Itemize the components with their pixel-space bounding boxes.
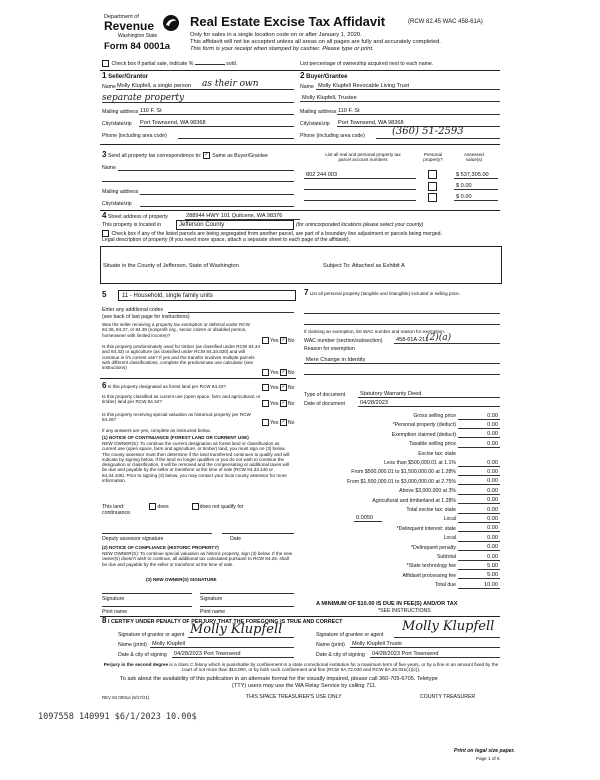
forest-yes-no: Yes ✓ No	[262, 384, 295, 391]
subtitle-1: Only for sales in a single location code on or after January 1, 2020.	[190, 32, 362, 38]
tax-row-value[interactable]: 5.00	[487, 572, 498, 579]
tax-row-value[interactable]: 0.00	[487, 459, 498, 466]
subject-to: Subject To: Attached as Exhibit A	[323, 263, 405, 269]
seller-city-label: City/state/zip	[102, 121, 132, 127]
tax-row-value[interactable]: 0.00	[487, 421, 498, 428]
tax-row-value[interactable]: 0.00	[487, 497, 498, 504]
tax-row-value[interactable]: 0.00	[487, 525, 498, 532]
tax-row-label: Affidavit processing fee	[402, 572, 456, 579]
tax-row-value[interactable]: 0.00	[487, 440, 498, 447]
tax-row-label: Agricultural and timberland at 1.28%	[372, 497, 456, 504]
assessed-value[interactable]: $ 0.00	[456, 194, 472, 200]
buyer-mail-label: Mailing address	[300, 109, 337, 115]
tax-row-label: Excise tax: state	[418, 450, 456, 457]
page-number: Page 1 of 6	[476, 756, 500, 761]
tax-row-value[interactable]: 0.00	[487, 478, 498, 485]
legal-description-field[interactable]	[100, 246, 502, 284]
parcel-header-2: Personal property?	[423, 152, 443, 163]
see-back-note: (see back of last page for instructions)	[102, 314, 190, 320]
subtitle-3: This form is your receipt when stamped by cashier. Please type or print.	[190, 46, 374, 52]
located-label: This property is located in	[102, 222, 162, 228]
reason-label: Reason for exemption	[304, 346, 355, 352]
tax-row-label: Subtotal	[436, 554, 456, 560]
parcel-header-1: List all real and personal property tax parcel account numbers	[325, 152, 401, 163]
tax-row-label: *Delinquent interest: state	[396, 525, 456, 532]
seller-name-handwritten-2: separate property	[102, 93, 185, 103]
exemption-yes-checkbox[interactable]	[262, 337, 269, 344]
seller-mail-label: Mailing address	[102, 109, 139, 115]
historic-question: Is this property receiving special valuation as historical property per RCW 84.26?	[102, 412, 251, 423]
buyer-city[interactable]: Port Townsend, WA 98368	[338, 120, 404, 126]
grantor-signature-label: Signature of grantor or agent	[118, 632, 185, 638]
owner-print-label: Print name	[102, 609, 128, 615]
exemption-reason[interactable]: Mere Change in Identity	[306, 357, 366, 363]
perjury-notice: Perjury in the second degree is a class C felony which is punishable by confinement in a state correctional institution for a maximum term of five years, or by a fine in an amount fixed by the court of not more than $10,000, or by both such confinement and fine (RCW 9A.72.030 and RCW 9A.20.021(1)(c)).	[103, 662, 499, 673]
subtitle-2: This affidavit will not be accepted unless all areas on all pages are fully and accurately completed.	[190, 39, 441, 45]
tax-row-label: Local	[443, 535, 456, 542]
unincorp-note: (for unincorporated locations please select your county)	[296, 222, 424, 228]
historic-yes-checkbox[interactable]	[262, 419, 269, 426]
buyer-name-2[interactable]: Molly Klupfell, Trustee	[302, 95, 357, 101]
tax-row-value[interactable]: 0.00	[487, 412, 498, 419]
historic-yes-no: Yes ✓ No	[262, 419, 295, 426]
continuance-body: NEW OWNER(S): To continue the current designation as forest land or classification as current use (open space, farm and agriculture, or timber) land, you must sign on (3) below. The county assessor must then determine if the land transferred continues to qualify and will indicate by signing below. If the land no longer qualifies or you do not wish to continue the designation or classification, it will be removed and the compensating or additional taxes will be due and payable by the seller or transferor at the time of sale (RCW 84.33.140 or 84.34.108). Prior to signing (3) below, you may contact your local county assessor for more information.	[102, 441, 290, 484]
sec3-mail-label: Mailing address	[102, 189, 139, 195]
parcel-number[interactable]: 802 244 003	[306, 172, 338, 178]
grantor-date[interactable]: 04/28/2023 Port Townsend	[174, 651, 241, 657]
tax-row-value[interactable]: 0.00	[487, 544, 498, 551]
seller-phone-label: Phone (including area code)	[102, 133, 167, 139]
state: Washington State	[118, 33, 158, 39]
minimum-note: A MINIMUM OF $10.00 IS DUE IN FEE(S) AND/OR TAX	[316, 601, 458, 607]
does-checkbox[interactable]	[149, 503, 156, 510]
revision: REV 84 0001a (9/17/21)	[102, 695, 150, 700]
current-use-yes-no: Yes ✓ No	[262, 400, 295, 407]
seller-name-handwritten-1: as their own	[202, 79, 259, 89]
segregated-row: Check box if any of the listed parcels are being segregated from another parcel, are part of a boundary line adjustment or parcels being merged.	[102, 230, 442, 237]
county-select[interactable]: Jefferson County	[176, 220, 294, 230]
treasurer-only: THIS SPACE TREASURER'S USE ONLY	[246, 694, 342, 700]
buyer-phone-label: Phone (including area code)	[300, 133, 365, 139]
owner-print-label: Print name	[200, 609, 226, 615]
street-address[interactable]: 288944 HWY 101 Quilcene, WA 98376	[186, 213, 283, 219]
tax-row-value[interactable]: 0.00	[487, 431, 498, 438]
wac-handwritten: (2)(a)	[426, 333, 452, 343]
logo-swirl-icon	[162, 14, 180, 32]
wac-number[interactable]: 458-61A-211	[396, 337, 428, 343]
buyer-name-1[interactable]: Molly Klupfell Revocable Living Trust	[318, 83, 410, 89]
tax-row-label: *Delinquent penalty	[411, 544, 456, 551]
exemption-no-checkbox[interactable]	[280, 337, 287, 344]
form-number: Form 84 0001a	[104, 41, 171, 52]
forest-no-checkbox[interactable]	[280, 384, 287, 391]
grantee-signature-label: Signature of grantee or agent	[316, 632, 384, 638]
additional-codes-label: Enter any additional codes	[102, 307, 164, 313]
section-3-row: 3 Send all property tax correspondence to: ✓ Same as Buyer/Grantee	[102, 152, 268, 159]
tax-row-label: Total due	[434, 582, 456, 589]
grantee-date[interactable]: 04/28/2023 Port Townsend	[372, 651, 439, 657]
tax-row-label: Above $3,000,000 at 3%	[399, 488, 456, 495]
recording-stamp: 1097558 140991 $6/1/2023 10.00$	[38, 712, 197, 722]
legal-paper-note: Print on legal size paper.	[454, 748, 515, 754]
buyer-mail[interactable]: 110 F. St	[338, 108, 360, 114]
assessed-value[interactable]: $ 0.00	[456, 183, 472, 189]
compliance-body: NEW OWNER(S): To continue special valuation as historic property, sign (3) below. If the new owner(s) doesn't wish to continue, all additional tax calculated pursuant to RCW 84.26, shall be due and payable by the seller or transferor at the time of sale.	[102, 551, 293, 567]
compliance-title: (2) NOTICE OF COMPLIANCE (HISTORIC PROPERTY)	[102, 545, 219, 550]
deputy-signature-label: Deputy assessor signature	[102, 536, 164, 542]
seller-city[interactable]: Port Townsend, WA 98368	[140, 120, 206, 126]
grantor-name[interactable]: Molly Klupfell	[152, 641, 185, 647]
county-treasurer: COUNTY TREASURER	[420, 694, 476, 700]
grantee-date-label: Date & city of signing	[316, 652, 365, 658]
tax-row-value[interactable]: 0.00	[487, 553, 498, 560]
buyer-city-label: City/state/zip	[300, 121, 330, 127]
timber-no-checkbox[interactable]	[280, 369, 287, 376]
rcw-ref: (RCW 82.45 WAC 458-61A)	[408, 19, 483, 25]
tax-row-label: Exemption claimed (deduct)	[391, 431, 456, 438]
seller-mail[interactable]: 110 F. St	[140, 108, 162, 114]
tax-row-value[interactable]: 0.00	[487, 506, 498, 513]
tax-row-label: From $1,500,000.01 to $3,000,000.00 at 2.75%	[346, 478, 456, 485]
wac-label: WAC number (section/subsection)	[304, 338, 383, 344]
doc-date-label: Date of document	[304, 401, 345, 407]
current-use-question: Is this property classified as current use (open space, farm and agricultural, or timber) land per RCW 84.34?	[102, 394, 261, 405]
segregated-checkbox[interactable]	[102, 230, 109, 237]
partial-sale-checkbox[interactable]	[102, 60, 109, 67]
revenue-wordmark: Revenue	[104, 19, 155, 33]
exemption-question: Was the seller receiving a property tax exemption or deferral under RCW 84.36, 84.37, or 84.38 (nonprofit org., senior citizen or disabled person, homeowner with limited income)?	[102, 322, 250, 338]
tax-row-value[interactable]: 10.00	[484, 581, 498, 588]
this-land-row: This land: does does not qualify for	[102, 503, 244, 510]
grantor-name-label: Name (print)	[118, 642, 147, 648]
claim-exemption-note: If claiming an exemption, list WAC number and reason for exemption.	[304, 329, 446, 334]
tax-row-label: *Personal property (deduct)	[392, 422, 456, 429]
new-owner-title: (3) NEW OWNER(S) SIGNATURE	[146, 577, 217, 582]
timber-question: Is this property predominately used for timber (as classified under RCW 84.34 and 84.33) or agriculture (as classified under RCW 84.34.020) and will continue in it's current use? If yes and the transfer involves multiple parcels with different classifications, complete the predominate use calculator (see instructions)	[102, 344, 261, 371]
owner-signature-label: Signature	[200, 596, 223, 602]
land-use-code-select[interactable]: 11 - Household, single family units	[118, 290, 296, 301]
personal-property-note: 7 List all personal property (tangible and intangible) included in selling price.	[304, 288, 461, 297]
section-4-street-row: 4 Street address of property	[102, 211, 168, 220]
same-as-buyer-checkbox[interactable]	[203, 152, 210, 159]
sec3-city-label: City/state/zip	[102, 201, 132, 207]
grantee-name[interactable]: Molly Klupfell Truste	[352, 641, 403, 647]
grantor-date-label: Date & city of signing	[118, 652, 167, 658]
personal-property-checkbox[interactable]	[428, 193, 437, 202]
tax-row-label: Local	[443, 516, 456, 523]
doc-date[interactable]: 04/28/2023	[360, 400, 388, 406]
does-not-checkbox[interactable]	[192, 503, 199, 510]
legal-label: Legal description of property (if you need more space, attach a separate sheet to each page of the affidavit).	[102, 237, 350, 243]
continuance-word: continuance.	[102, 510, 132, 516]
doc-type[interactable]: Statutory Warranty Deed	[360, 391, 422, 397]
current-use-no-checkbox[interactable]	[280, 400, 287, 407]
personal-property-checkbox[interactable]	[428, 170, 437, 179]
buyer-name-label: Name	[300, 84, 314, 90]
current-use-yes-checkbox[interactable]	[262, 400, 269, 407]
if-yes-note: If any answers are yes, complete as instructed below.	[102, 428, 211, 433]
tax-row-value[interactable]: 0.00	[487, 534, 498, 541]
certify-text: 8 I CERTIFY UNDER PENALTY OF PERJURY THAT THE FOREGOING IS TRUE AND CORRECT	[102, 616, 343, 625]
tax-row-label: Taxable selling price	[409, 441, 456, 448]
timber-yes-checkbox[interactable]	[262, 369, 269, 376]
dept-of: Department of	[104, 14, 139, 20]
doc-type-label: Type of document	[304, 392, 346, 398]
section-2-heading: 2 Buyer/Grantee	[300, 71, 348, 80]
local-rate[interactable]: 0.0050	[356, 515, 374, 522]
grantee-name-label: Name (print)	[316, 642, 345, 648]
exemption-yes-no: Yes ✓ No	[262, 337, 295, 344]
section-1-heading: 1 Seller/Grantor	[102, 71, 149, 80]
buyer-phone-handwritten[interactable]: (360) 51-2593	[392, 126, 464, 137]
grantee-signature: Molly Klupfell	[402, 619, 495, 634]
tax-row-value[interactable]: 0.00	[487, 515, 498, 522]
see-instructions: *SEE INSTRUCTIONS	[378, 608, 431, 614]
deputy-date-label: Date	[230, 536, 241, 542]
legal-description: Situate in the County of Jefferson, State of Washington	[103, 263, 239, 269]
alternate-format-2: (TTY) users may use the WA Relay Service by calling 711.	[232, 683, 377, 689]
tax-row-value[interactable]: 0.00	[487, 487, 498, 494]
sec3-name-label: Name	[102, 165, 116, 171]
assessed-value[interactable]: $ 537,305.00	[456, 172, 489, 178]
personal-property-checkbox[interactable]	[428, 182, 437, 191]
grantor-signature: Molly Klupfell	[190, 622, 283, 637]
owner-signature-label: Signature	[102, 596, 125, 602]
forest-yes-checkbox[interactable]	[262, 384, 269, 391]
seller-name[interactable]: Molly Klupfell, a single person	[117, 83, 191, 89]
forest-question: 6 Is this property designated as forest land per RCW 84.33?	[102, 381, 226, 390]
partial-sale-row: Check box if partial sale, indicate % sold.	[102, 60, 237, 67]
tax-row-label: Total excise tax: state	[406, 507, 456, 513]
revenue-logo	[104, 14, 184, 58]
tax-row-label: *State technology fee	[406, 563, 456, 570]
tax-row-value[interactable]: 0.00	[487, 468, 498, 475]
section-5-number: 5	[102, 290, 107, 299]
ownership-note: List percentage of ownership acquired next to each name.	[300, 61, 434, 67]
alternate-format-1: To ask about the availability of this publication in an alternate format for the visually impaired, please call 360-705-6705. Teletype	[120, 676, 438, 682]
tax-row-label: Less than $500,000.01 at 1.1%	[384, 460, 456, 466]
seller-name-label: Name	[102, 84, 116, 90]
tax-row-label: Gross selling price	[413, 413, 456, 419]
continuance-title: (1) NOTICE OF CONTINUANCE (FOREST LAND OR CURRENT USE)	[102, 435, 249, 440]
parcel-header-3: Assessed value(s)	[464, 152, 484, 163]
tax-row-label: From $500,000.01 to $1,500,000.00 at 1.28%	[351, 469, 456, 476]
page-title: Real Estate Excise Tax Affidavit	[190, 14, 386, 29]
tax-row-value[interactable]: 5.00	[487, 562, 498, 569]
historic-no-checkbox[interactable]	[280, 419, 287, 426]
timber-yes-no: Yes ✓ No	[262, 369, 295, 376]
